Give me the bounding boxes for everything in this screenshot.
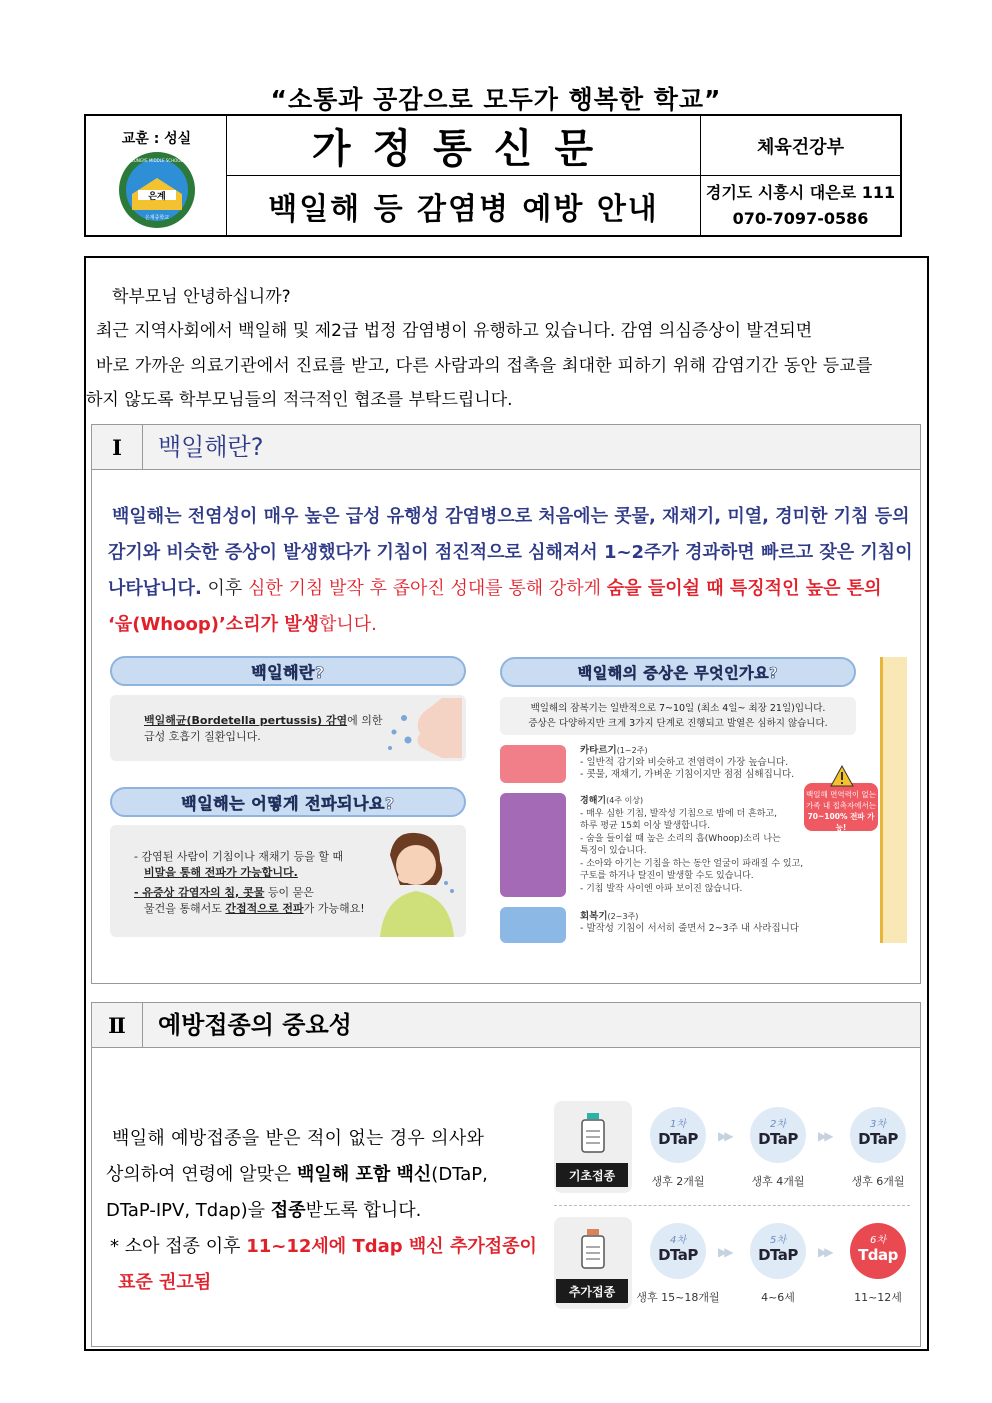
- text-fragment: - 유증상 감염자의 침, 콧물: [134, 886, 265, 899]
- dose-age: 생후 6개월: [851, 1175, 905, 1188]
- text-fragment: 심한 기침 발작 후 좁아진 성대를 통해 강하게: [248, 578, 607, 599]
- transmission-warning: [804, 783, 878, 831]
- text-fragment: 간접적으로 전파: [225, 902, 304, 915]
- section-what-is-pertussis: [91, 424, 921, 984]
- greeting: 학부모님 안녕하십니까?: [112, 287, 291, 307]
- warning-line: 70~100% 전파 가능!: [807, 812, 875, 832]
- stage-line: - 발작성 기침이 서서히 줄면서 2~3주 내 사라집니다: [580, 923, 799, 934]
- logo-cell: [86, 116, 227, 235]
- dose-vaccine: DTaP: [758, 1130, 798, 1148]
- stage-line: - 숨을 들이쉴 때 높은 소리의 흡(Whoop)소리 나는: [580, 833, 781, 844]
- text-fragment: 에 의한: [347, 714, 383, 727]
- symptoms-panel: [500, 657, 904, 943]
- text-fragment: 숨을 들이쉴 때 특징적인 높은 톤의: [606, 578, 882, 599]
- stage-period: (4주 이상): [606, 796, 644, 805]
- decorative-strip: [880, 657, 907, 943]
- dose-vaccine: DTaP: [858, 1130, 898, 1148]
- stage-line: - 일반적 감기와 비슷하고 전염력이 가장 높습니다.: [580, 757, 789, 768]
- intro-line: 바로 가까운 의료기관에서 진료를 받고, 다른 사람과의 접촉을 최대한 피하기 위해 감염기간 동안 등교를: [96, 356, 873, 376]
- intro-line: 하지 않도록 학부모님들의 적극적인 협조를 부탁드립니다.: [86, 390, 513, 410]
- stage-title: 카타르기: [580, 745, 617, 756]
- dose-2-bubble: [750, 1107, 806, 1163]
- info-symptoms-title: 백일해의 증상은 무엇인가요?: [500, 657, 856, 687]
- stage-line: - 소아와 아기는 기침을 하는 동안 얼굴이 파래질 수 있고,: [580, 858, 804, 869]
- dose-age: 4~6세: [761, 1291, 795, 1304]
- dose-vaccine: DTaP: [658, 1246, 698, 1264]
- dose-number: 6차: [869, 1235, 887, 1246]
- divider: [554, 1205, 910, 1206]
- text-fragment: 11~12세에 Tdap 백신 추가접종이: [246, 1236, 537, 1257]
- section-number: Ⅰ: [92, 425, 143, 469]
- booster-note: [110, 1229, 537, 1265]
- dose-age: 11~12세: [854, 1291, 902, 1304]
- warning-icon: [830, 765, 854, 787]
- text-fragment: 백일해 포함 백신: [297, 1164, 432, 1185]
- next-arrow-icon: ▶▶: [818, 1129, 831, 1143]
- school-creed: 교훈 : 성실: [121, 131, 192, 147]
- section-number: Ⅱ: [92, 1003, 143, 1047]
- stage-line: - 매우 심한 기침, 발작성 기침으로 밤에 더 흔하고,: [580, 808, 778, 819]
- stage-line: - 콧물, 재채기, 가벼운 기침이지만 점점 심해집니다.: [580, 769, 795, 780]
- info-spread-box: [110, 825, 466, 937]
- letter-body: [84, 256, 929, 1351]
- vaccine-vial-icon: [578, 1229, 608, 1269]
- text-fragment: 물건을 통해서도: [144, 902, 226, 915]
- school-motto-banner: “소통과 공감으로 모두가 행복한 학교”: [270, 85, 722, 114]
- description-line: [108, 571, 920, 607]
- section-vaccination: [91, 1002, 921, 1347]
- stage-period: (1~2주): [616, 746, 648, 755]
- department: 체육건강부: [701, 116, 900, 176]
- warning-line: 백일해 면역력이 없는: [806, 790, 876, 799]
- text-fragment: 이후: [201, 578, 249, 599]
- vaccine-vial-icon: [578, 1113, 608, 1153]
- next-arrow-icon: ▶▶: [718, 1245, 731, 1259]
- text-fragment: 상의하여 연령에 알맞은: [106, 1164, 298, 1185]
- document-title: 가정통신문: [227, 116, 701, 176]
- stage-line: - 기침 발작 사이엔 아파 보이진 않습니다.: [580, 883, 743, 894]
- text-fragment: ‘웁(Whoop)’소리가 발생: [108, 614, 320, 635]
- stage-period: (2~3주): [607, 912, 639, 921]
- document-subtitle: 백일해 등 감염병 예방 안내: [227, 176, 701, 235]
- vaccine-advice-line: [106, 1157, 488, 1193]
- stage1-illustration: [500, 745, 566, 783]
- dose-vaccine: DTaP: [658, 1130, 698, 1148]
- incubation-line: 백일해의 잠복기는 일반적으로 7~10일 (최소 4일~ 최장 21일)입니다.: [530, 703, 826, 714]
- intro-line: 최근 지역사회에서 백일해 및 제2급 법정 감염병이 유행하고 있습니다. 감염 의심증상이 발견되면: [96, 321, 813, 341]
- stage-title: 경해기: [580, 796, 607, 806]
- dose-5-bubble: [750, 1223, 806, 1279]
- info-spread-title: 백일해는 어떻게 전파되나요?: [110, 787, 466, 817]
- dose-age: 생후 2개월: [651, 1175, 705, 1188]
- text-fragment: 백일해균(Bordetella pertussis) 감염: [144, 714, 348, 727]
- basic-vaccination-label: 기초접종: [556, 1163, 628, 1187]
- stage-line: 하루 평균 15회 이상 발생합니다.: [580, 821, 711, 831]
- booster-note: 표준 권고됨: [118, 1272, 212, 1293]
- contact-info: [701, 176, 900, 235]
- stage3-illustration: [500, 907, 566, 943]
- warning-line: 가족 내 접촉자에서는: [806, 801, 876, 810]
- dose-number: 3차: [869, 1119, 887, 1130]
- school-logo-icon: [112, 150, 202, 230]
- dose-vaccine: DTaP: [758, 1246, 798, 1264]
- logo-text: 은계: [148, 192, 166, 202]
- dose-6-bubble: [850, 1223, 906, 1279]
- dose-number: 1차: [669, 1119, 687, 1130]
- vaccine-advice-line: 백일해 예방접종을 받은 적이 없는 경우 의사와: [112, 1128, 485, 1149]
- stage-line: 구토를 하거나 탈진이 발생할 수도 있습니다.: [580, 871, 754, 881]
- stage-title: 회복기: [580, 911, 608, 922]
- text-fragment: DTaP-IPV, Tdap)을: [106, 1200, 271, 1221]
- school-address: 경기도 시흥시 대은로 111: [705, 183, 896, 202]
- stage3-desc: [580, 911, 799, 935]
- stage2-illustration: [500, 793, 566, 897]
- spread-line: 비말을 통해 전파가 가능합니다.: [144, 866, 298, 879]
- dose-age: 생후 4개월: [751, 1175, 805, 1188]
- text-fragment: 접종: [270, 1200, 306, 1221]
- section-header: [92, 425, 920, 470]
- dose-number: 4차: [669, 1235, 687, 1246]
- text-fragment: 받도록 합니다.: [305, 1200, 422, 1221]
- section-title: 백일해란?: [158, 433, 264, 461]
- info-what-box: [110, 695, 466, 761]
- text-fragment: (DTaP,: [431, 1164, 488, 1185]
- dose-number: 5차: [769, 1235, 787, 1246]
- description-line: 백일해는 전염성이 매우 높은 급성 유행성 감염병으로 처음에는 콧물, 재채기, 미열, 경미한 기침 등의: [112, 506, 910, 527]
- vaccine-advice-line: [106, 1193, 421, 1229]
- logo-ring-text: EUNGYE MIDDLE SCHOOL: [131, 158, 183, 163]
- text-fragment: * 소아 접종 이후: [110, 1236, 247, 1257]
- info-what-title: 백일해란?: [110, 656, 466, 686]
- school-phone: 070-7097-0586: [732, 209, 869, 228]
- booster-vaccination-label: 추가접종: [556, 1279, 628, 1303]
- section-header: [92, 1003, 920, 1048]
- spread-line: - 감염된 사람이 기침이나 재채기 등을 할 때: [134, 850, 344, 863]
- stage1-desc: [580, 745, 794, 781]
- incubation-info: [500, 697, 856, 735]
- text-fragment: 합니다.: [319, 614, 377, 635]
- dose-number: 2차: [769, 1119, 787, 1130]
- dose-age: 생후 15~18개월: [636, 1291, 720, 1304]
- logo-subtext: 은계중학교: [144, 215, 170, 221]
- next-arrow-icon: ▶▶: [818, 1245, 831, 1259]
- text-fragment: 급성 호흡기 질환입니다.: [144, 730, 261, 743]
- text-fragment: 등이 묻은: [264, 886, 314, 899]
- dose-vaccine: Tdap: [858, 1246, 898, 1264]
- stage2-desc: [580, 795, 803, 895]
- description-line: [108, 607, 920, 643]
- vaccination-schedule: [554, 1101, 910, 1309]
- section-title: 예방접종의 중요성: [158, 1011, 352, 1039]
- stage-line: 특징이 있습니다.: [580, 846, 647, 856]
- text-fragment: 가 가능해요!: [303, 902, 365, 915]
- dose-3-bubble: [850, 1107, 906, 1163]
- description-line: 감기와 비슷한 증상이 발생했다가 기침이 점진적으로 심해져서 1~2주가 경과하면 빠르고 잦은 기침이: [108, 542, 913, 563]
- dose-4-bubble: [650, 1223, 706, 1279]
- coughing-face-icon: [382, 698, 462, 758]
- incubation-line: 증상은 다양하지만 크게 3가지 단계로 진행되고 발열은 심하지 않습니다.: [528, 718, 828, 729]
- header-table: [84, 114, 902, 237]
- text-fragment: 나타납니다.: [108, 578, 202, 599]
- next-arrow-icon: ▶▶: [718, 1129, 731, 1143]
- coughing-girl-illustration: [360, 825, 460, 937]
- dose-1-bubble: [650, 1107, 706, 1163]
